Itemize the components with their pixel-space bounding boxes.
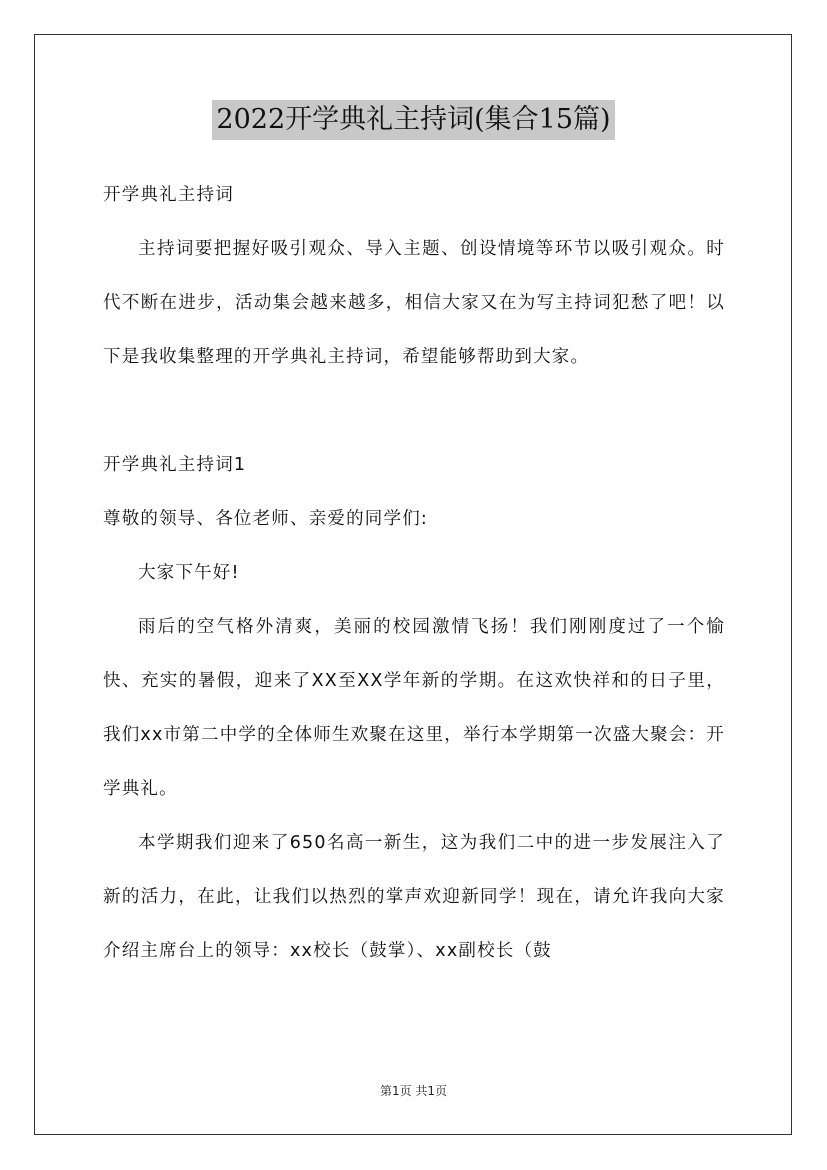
salutation: 尊敬的领导、各位老师、亲爱的同学们:	[103, 509, 428, 529]
document-title: 2022开学典礼主持词(集合15篇)	[212, 100, 614, 140]
subsection-heading: 开学典礼主持词1	[103, 455, 247, 475]
title-container	[0, 100, 827, 140]
paragraph-gap	[103, 384, 725, 438]
page-footer: 第1页 共1页	[379, 1084, 448, 1098]
body-paragraph: 雨后的空气格外清爽，美丽的校园激情飞扬！我们刚刚度过了一个愉快、充实的暑假，迎来了XX至XX学年新的学期。在这欢快祥和的日子里，我们xx市第二中学的全体师生欢聚在这里，举行本学期第一次盛大聚会：开学典礼。	[103, 617, 725, 799]
greeting: 大家下午好!	[138, 563, 240, 583]
body-paragraph: 本学期我们迎来了650名高一新生，这为我们二中的进一步发展注入了新的活力，在此，让我们以热烈的掌声欢迎新同学！现在，请允许我向大家介绍主席台上的领导：xx校长（鼓掌）、xx副校长（鼓	[103, 833, 725, 961]
document-body	[103, 168, 725, 978]
section-heading: 开学典礼主持词	[103, 185, 234, 205]
intro-paragraph: 主持词要把握好吸引观众、导入主题、创设情境等环节以吸引观众。时代不断在进步，活动集会越来越多，相信大家又在为写主持词犯愁了吧！以下是我收集整理的开学典礼主持词，希望能够帮助到大家。	[103, 239, 725, 367]
